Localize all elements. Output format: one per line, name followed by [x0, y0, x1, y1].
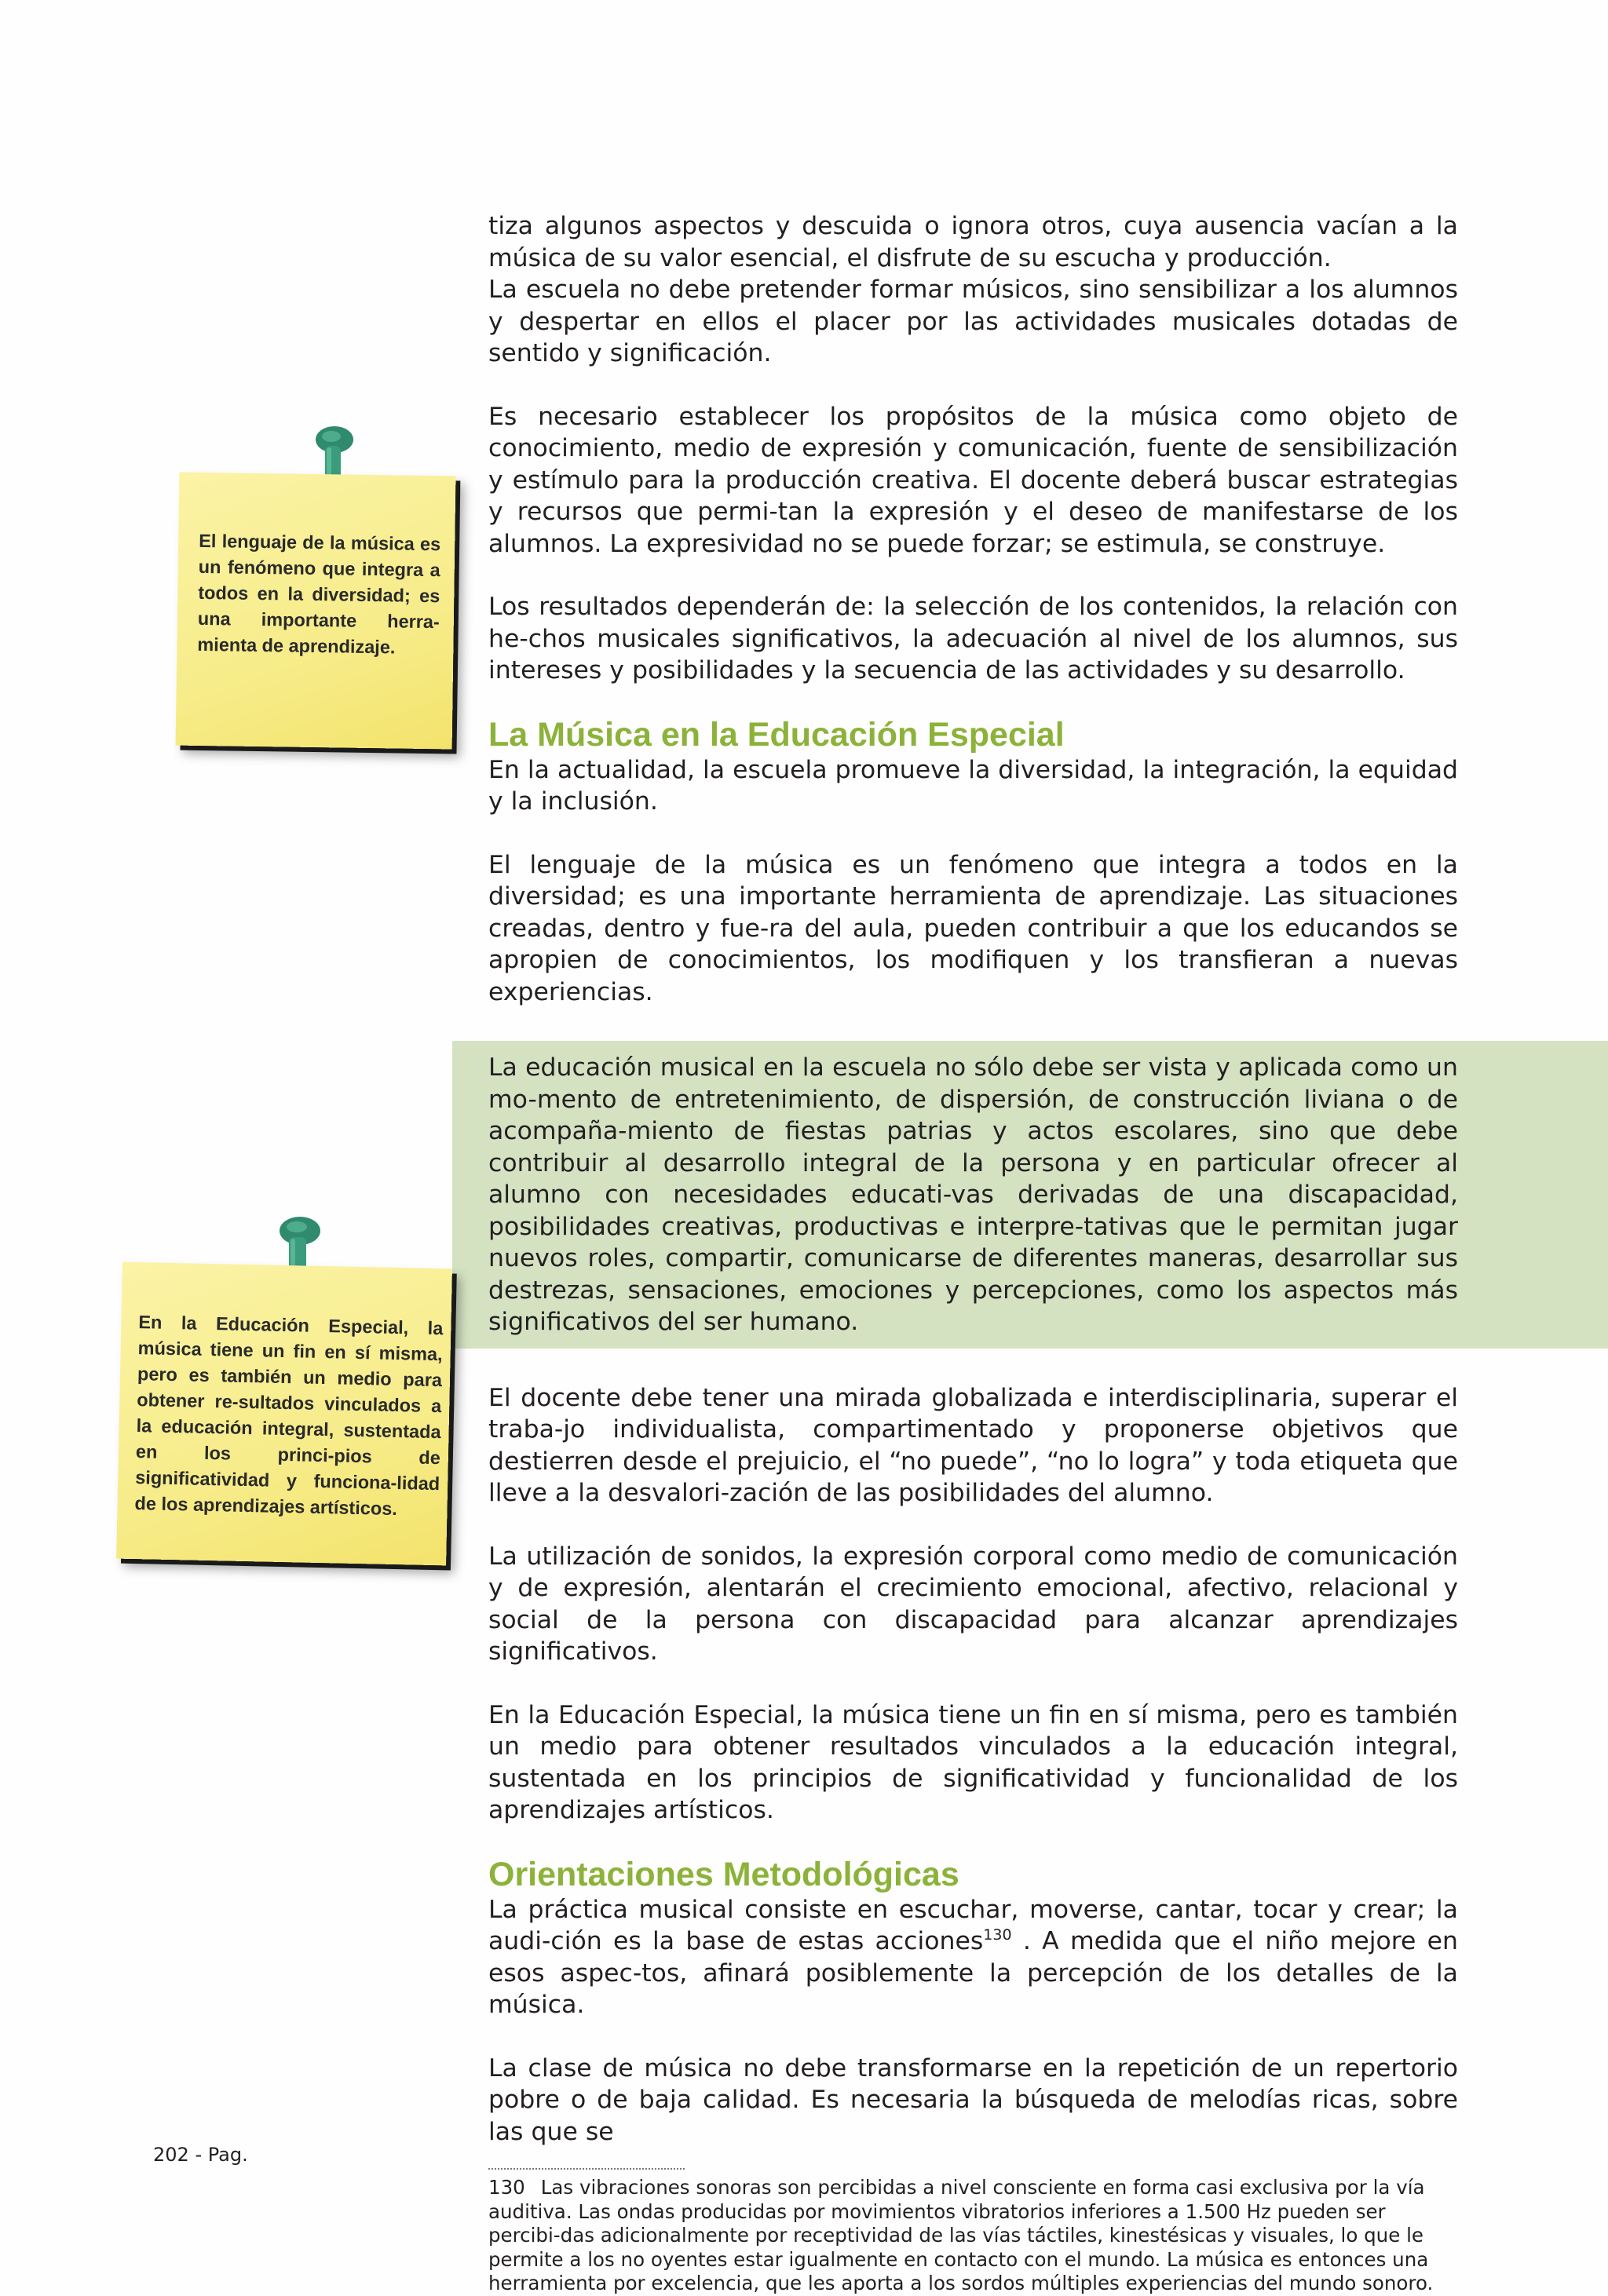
paragraph: La utilización de sonidos, la expresión corporal como medio de comunicación y de expresión, alentarán el crecimiento emocional, afectivo, relacional y social de la persona con discapacidad para alcanzar aprendizajes significativos. — [488, 1542, 1458, 1666]
paragraph-text: La práctica musical consiste en escuchar, moverse, cantar, tocar y crear; la audi-ción es la base de estas acciones — [488, 1895, 1458, 1955]
footnote-reference: 130 — [983, 1926, 1012, 1944]
sticky-note-text: En la Educación Especial, la música tiene un fin en sí misma, pero es también un medio para obtener re-sultados vinculados a la educación integral, sustentada en los princi-pios de significatividad y funciona-lidad de los aprendizajes artísticos. — [134, 1312, 444, 1520]
paragraph: Es necesario establecer los propósitos de la música como objeto de conocimiento, medio de expresión y comunicación, fuente de sensibilización y estímulo para la producción creativa. El docente deberá buscar estrategias y recursos que permi-tan la expresión y el deseo de manifestarse de los alumnos. La expresividad no se puede forzar; se estimula, se construye. — [488, 402, 1458, 558]
footnote-text: Las vibraciones sonoras son percibidas a nivel consciente en forma casi exclusiva por la vía auditiva. Las ondas producidas por movimientos vibratorios inferiores a 1.500 Hz pueden ser percibi-das adicionalmente por receptividad de las vías táctiles, kinestésicas y visuales, lo que le permite a los no oyentes estar igualmente en contacto con el mundo. La música es entonces una herramienta por excelencia, que les aporta a los sordos múltiples experiencias del mundo sonoro. — [488, 2176, 1434, 2294]
paragraph: El lenguaje de la música es un fenómeno que integra a todos en la diversidad; es una importante herramienta de aprendizaje. Las situaciones creadas, dentro y fue-ra del aula, pueden contribuir a que los educandos se apropien de conocimientos, los modifiquen y los transfieran a nuevas experiencias. — [488, 850, 1458, 1006]
paragraph: La escuela no debe pretender formar músicos, sino sensibilizar a los alumnos y despertar en ellos el placer por las actividades musicales dotadas de sentido y significación. — [488, 276, 1458, 367]
sticky-note-2 — [116, 1262, 452, 1566]
section-heading: Orientaciones Metodológicas — [488, 1855, 959, 1893]
paragraph — [488, 1894, 1458, 2021]
paragraph: El docente debe tener una mirada globalizada e interdisciplinaria, superar el traba-jo individualista, compartimentado y proponerse objetivos que destierren desde el prejuicio, el “no puede”, “no lo logra” y toda etiqueta que lleve a la desvalori-zación de las posibilidades del alumno. — [488, 1383, 1458, 1507]
paragraph-text: . A medida que el niño mejore en esos aspec-tos, afinará posiblemente la percepción de los detalles de la música. — [488, 1927, 1458, 2019]
paragraph: En la actualidad, la escuela promueve la diversidad, la integración, la equidad y la inclusión. — [488, 755, 1459, 816]
section-heading: La Música en la Educación Especial — [488, 715, 1065, 754]
footnote-number: 130 — [488, 2176, 525, 2199]
highlighted-paragraph: La educación musical en la escuela no sólo debe ser vista y aplicada como un mo-mento de entretenimiento, de dispersión, de construcción liviana o de acompaña-miento de fiestas patrias y actos escolares, sino que debe contribuir al desarrollo integral de la persona y en particular ofrecer al alumno con necesidades educati-vas derivadas de una discapacidad, posibilidades creativas, productivas e interpre-tativas que le permitan jugar nuevos roles, compartir, comunicarse de diferentes maneras, desarrollar sus destrezas, sensaciones, emociones y percepciones, como los aspectos más significativos del ser humano. — [488, 1052, 1458, 1338]
paragraph: tiza algunos aspectos y descuida o ignora otros, cuya ausencia vacían a la música de su valor esencial, el disfrute de su escucha y producción. — [488, 212, 1458, 272]
footnote — [488, 2176, 1458, 2296]
footnote-divider — [488, 2168, 685, 2176]
page-number: 202 - Pag. — [153, 2144, 248, 2166]
paragraph: En la Educación Especial, la música tiene un fin en sí misma, pero es también un medio para obtener resultados vinculados a la educación integral, sustentada en los principios de significatividad y funcionalidad de los aprendizajes artísticos. — [488, 1700, 1458, 1824]
paragraph: La clase de música no debe transformarse en la repetición de un repertorio pobre o de baja calidad. Es necesaria la búsqueda de melodías ricas, sobre las que se — [488, 2053, 1458, 2146]
paragraph: Los resultados dependerán de: la selección de los contenidos, la relación con he-chos musicales significativos, la adecuación al nivel de los alumnos, sus intereses y posibilidades y la secuencia de las actividades y su desarrollo. — [488, 593, 1458, 684]
main-text-column — [488, 210, 1458, 2296]
sticky-note-text: El lenguaje de la música es un fenómeno que integra a todos en la diversidad; es una importante herra-mienta de aprendizaje. — [197, 530, 441, 658]
sticky-note-1 — [176, 473, 456, 750]
